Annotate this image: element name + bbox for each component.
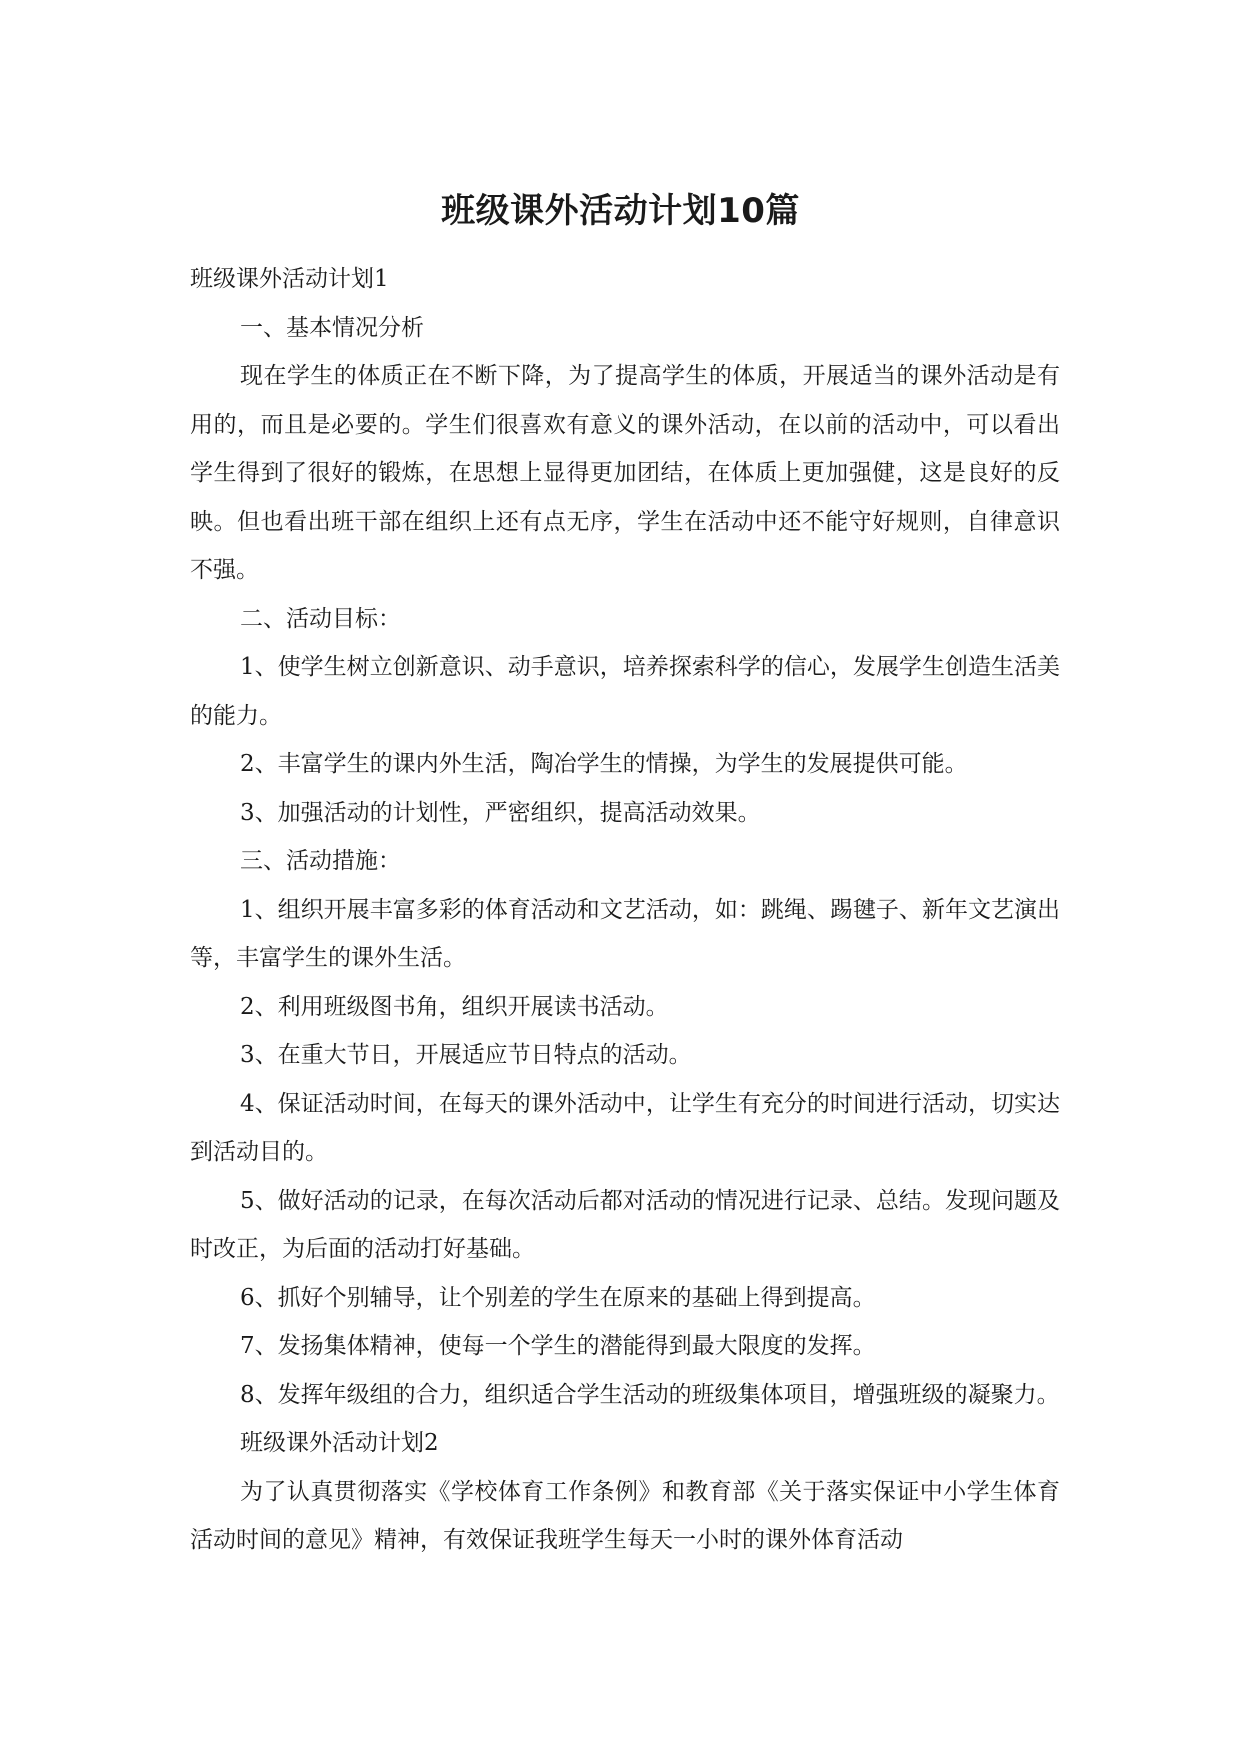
paragraph: 班级课外活动计划1	[190, 266, 389, 292]
paragraph: 1、组织开展丰富多彩的体育活动和文艺活动，如：跳绳、踢毽子、新年文艺演出等，丰富学生的课外生活。	[190, 896, 1060, 971]
paragraph: 6、抓好个别辅导，让个别差的学生在原来的基础上得到提高。	[240, 1284, 876, 1311]
paragraph: 班级课外活动计划2	[240, 1430, 439, 1456]
paragraph: 二、活动目标：	[240, 605, 401, 632]
paragraph: 1、使学生树立创新意识、动手意识，培养探索科学的信心，发展学生创造生活美的能力。	[190, 654, 1060, 729]
paragraph: 一、基本情况分析	[240, 314, 424, 341]
document-body	[190, 255, 1060, 1565]
document-title: 班级课外活动计划10篇	[441, 191, 800, 231]
paragraph: 3、在重大节日，开展适应节日特点的活动。	[240, 1042, 692, 1068]
paragraph: 2、丰富学生的课内外生活，陶冶学生的情操，为学生的发展提供可能。	[240, 751, 968, 777]
paragraph: 7、发扬集体精神，使每一个学生的潜能得到最大限度的发挥。	[240, 1333, 876, 1359]
paragraph: 现在学生的体质正在不断下降，为了提高学生的体质，开展适当的课外活动是有用的，而且是必要的。学生们很喜欢有意义的课外活动，在以前的活动中，可以看出学生得到了很好的锻炼，在思想上显得更加团结，在体质上更加强健，这是良好的反映。但也看出班干部在组织上还有点无序，学生在活动中还不能守好规则，自律意识不强。	[190, 363, 1060, 583]
paragraph: 4、保证活动时间，在每天的课外活动中，让学生有充分的时间进行活动，切实达到活动目的。	[190, 1090, 1060, 1165]
paragraph: 2、利用班级图书角，组织开展读书活动。	[240, 993, 669, 1020]
paragraph: 8、发挥年级组的合力，组织适合学生活动的班级集体项目，增强班级的凝聚力。	[240, 1381, 1060, 1408]
paragraph: 三、活动措施：	[240, 848, 401, 874]
paragraph: 3、加强活动的计划性，严密组织，提高活动效果。	[240, 799, 761, 826]
paragraph: 为了认真贯彻落实《学校体育工作条例》和教育部《关于落实保证中小学生体育活动时间的意见》精神，有效保证我班学生每天一小时的课外体育活动	[190, 1478, 1060, 1553]
paragraph: 5、做好活动的记录，在每次活动后都对活动的情况进行记录、总结。发现问题及时改正，为后面的活动打好基础。	[190, 1187, 1060, 1262]
